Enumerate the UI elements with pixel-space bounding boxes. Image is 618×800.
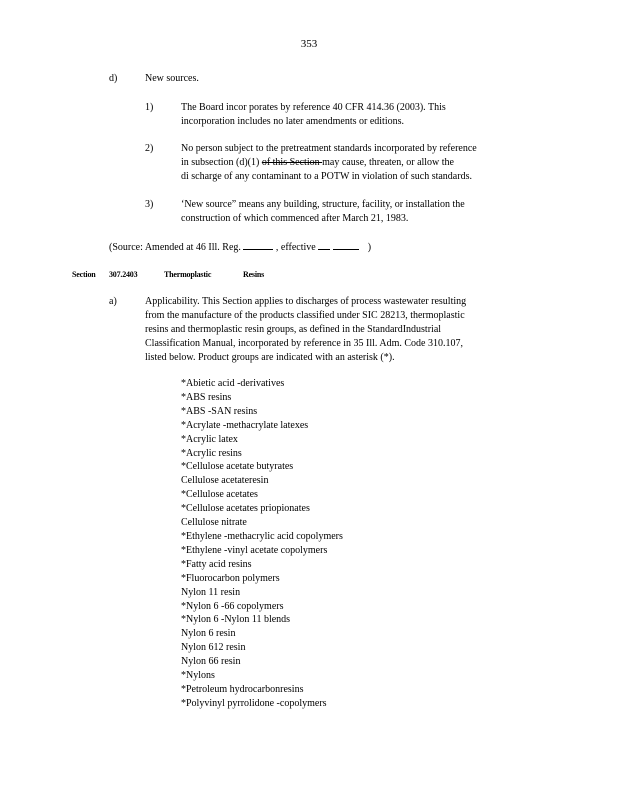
list-item: *Petroleum hydrocarbonresins bbox=[181, 683, 304, 695]
list-item: *Fluorocarbon polymers bbox=[181, 572, 280, 584]
new-sources-label: d) bbox=[109, 73, 118, 84]
applicability-line-2: from the manufacture of the products classified under SIC 28213, thermoplastic bbox=[145, 310, 465, 321]
applicability-label: a) bbox=[109, 296, 117, 307]
item-3-number: 3) bbox=[145, 199, 154, 210]
item-2-line-3: di scharge of any contaminant to a POTW in violation of such standards. bbox=[181, 171, 472, 182]
item-2-line-2-rest: may cause, threaten, or allow the bbox=[322, 157, 454, 168]
list-item: Nylon 6 resin bbox=[181, 628, 236, 640]
section-title-2: Resins bbox=[243, 270, 265, 279]
item-2-line-2 bbox=[181, 156, 454, 170]
date-blank-long bbox=[333, 240, 359, 250]
list-item: *Cellulose acetates priopionates bbox=[181, 503, 310, 515]
list-item: *Fatty acid resins bbox=[181, 558, 252, 570]
item-2-line-1: No person subject to the pretreatment standards incorporated by reference bbox=[181, 143, 477, 154]
new-sources-title: New sources. bbox=[145, 73, 199, 84]
list-item: *Acrylic resins bbox=[181, 447, 242, 459]
applicability-line-4: Classification Manual, incorporated by reference in 35 Ill. Adm. Code 310.107, bbox=[145, 338, 463, 349]
list-item: Nylon 66 resin bbox=[181, 656, 241, 668]
list-item: *Abietic acid -derivatives bbox=[181, 378, 285, 389]
struck-text: of this Section bbox=[261, 157, 323, 168]
source-note bbox=[109, 240, 371, 255]
list-item: Cellulose acetateresin bbox=[181, 475, 269, 487]
section-label: Section bbox=[72, 270, 96, 279]
item-3-line-2: construction of which commenced after March 21, 1983. bbox=[181, 213, 409, 224]
list-item: Nylon 612 resin bbox=[181, 642, 246, 654]
list-item: *ABS -SAN resins bbox=[181, 405, 258, 417]
item-1-line-1: The Board incor porates by reference 40 CFR 414.36 (2003). This bbox=[181, 102, 446, 113]
reg-blank bbox=[243, 240, 273, 250]
list-item: *Acrylate -methacrylate latexes bbox=[181, 419, 309, 431]
list-item: Cellulose nitrate bbox=[181, 517, 247, 529]
applicability-line-3: resins and thermoplastic resin groups, as defined in the StandardIndustrial bbox=[145, 324, 442, 335]
list-item: *Ethylene -methacrylic acid copolymers bbox=[181, 530, 343, 542]
list-item: *Nylon 6 -Nylon 11 blends bbox=[181, 614, 291, 626]
list-item: *ABS resins bbox=[181, 391, 232, 403]
section-title: Thermoplastic bbox=[164, 270, 212, 279]
applicability-line-1: Applicability. This Section applies to discharges of process wastewater resulting bbox=[145, 296, 467, 307]
page-number: 353 bbox=[300, 38, 318, 50]
list-item: Nylon 11 resin bbox=[181, 586, 241, 598]
list-item: *Cellulose acetates bbox=[181, 489, 258, 501]
list-item: *Polyvinyl pyrrolidone -copolymers bbox=[181, 697, 327, 709]
item-2-line-2-text: in subsection (d)(1) bbox=[181, 157, 262, 168]
list-item: *Ethylene -vinyl acetate copolymers bbox=[181, 544, 328, 556]
item-3-line-1: ‘New source” means any building, structure, facility, or installation the bbox=[181, 199, 465, 210]
source-note-close: ) bbox=[367, 242, 372, 253]
product-group-list bbox=[181, 377, 481, 711]
date-blank-short bbox=[318, 240, 330, 250]
applicability-line-5: listed below. Product groups are indicated with an asterisk (*). bbox=[145, 352, 395, 363]
list-item: *Nylon 6 -66 copolymers bbox=[181, 600, 284, 612]
source-note-effective: , effective bbox=[275, 242, 316, 253]
list-item: *Acrylic latex bbox=[181, 433, 238, 445]
item-1-number: 1) bbox=[145, 102, 154, 113]
source-note-text: (Source: Amended at 46 Ill. Reg. bbox=[109, 242, 241, 253]
section-number: 307.2403 bbox=[109, 270, 138, 279]
list-item: *Nylons bbox=[181, 670, 215, 682]
item-1-line-2: incorporation includes no later amendments or editions. bbox=[181, 116, 404, 127]
list-item: *Cellulose acetate butyrates bbox=[181, 461, 294, 473]
item-2-number: 2) bbox=[145, 143, 154, 154]
